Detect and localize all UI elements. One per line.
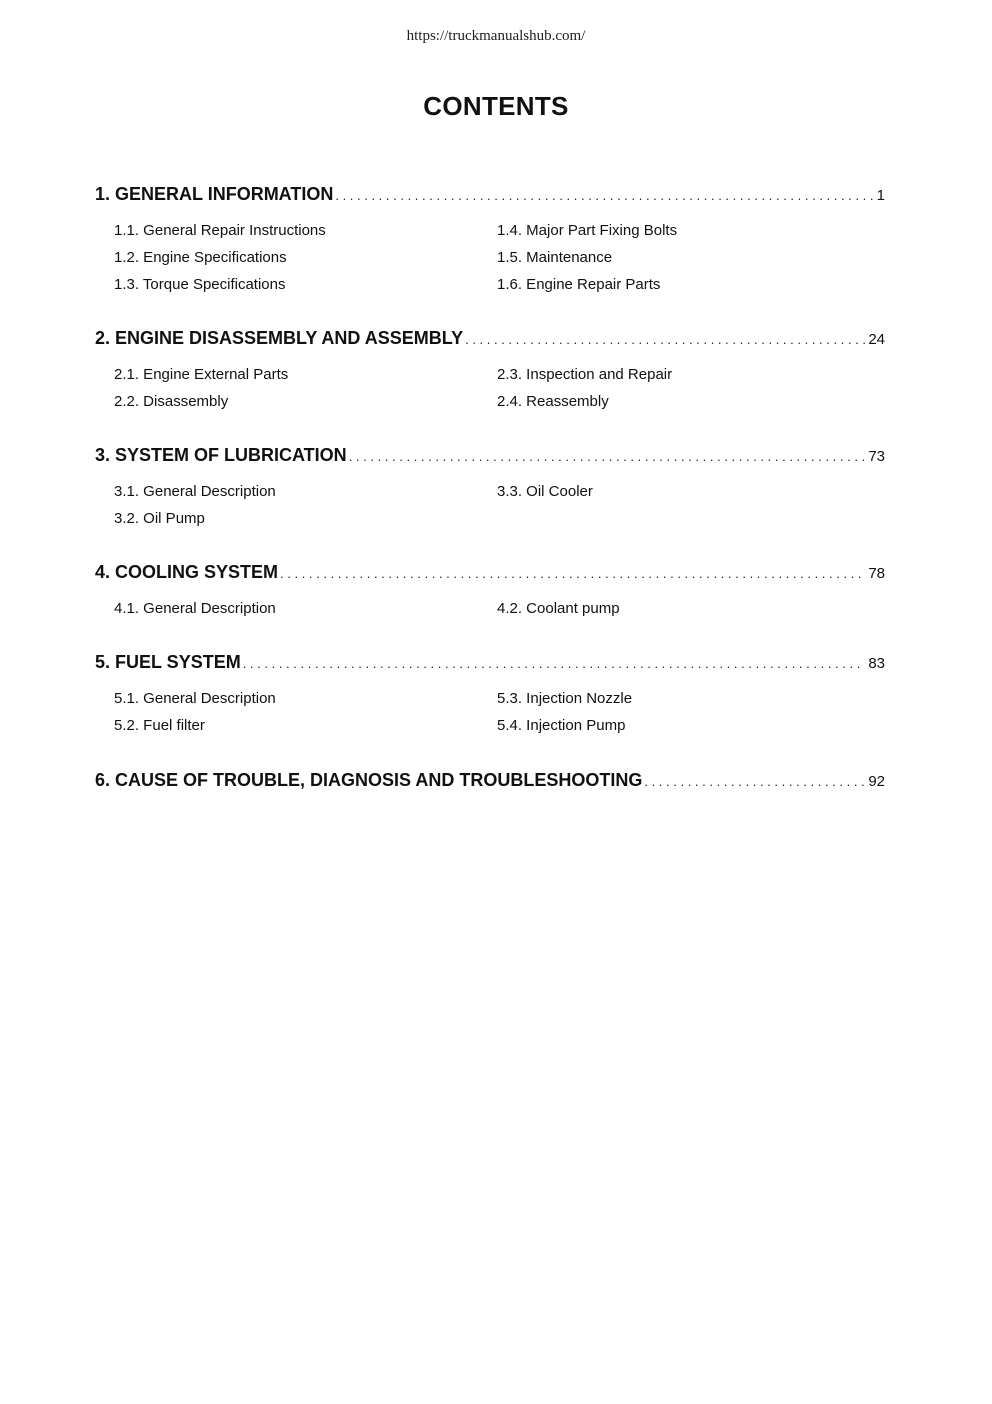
toc-subitem[interactable]: 2.3. Inspection and Repair xyxy=(497,366,673,383)
toc-page-number: 78 xyxy=(868,565,885,582)
leader-dots xyxy=(465,332,865,347)
toc-section-6 xyxy=(95,770,885,794)
toc-subsection-list xyxy=(114,598,885,619)
toc-heading-text: 4. COOLING SYSTEM xyxy=(95,562,279,582)
leader-dots xyxy=(280,566,865,581)
toc-heading[interactable] xyxy=(95,770,885,794)
toc-subitem[interactable]: 5.1. General Description xyxy=(114,690,276,707)
toc-section-2 xyxy=(95,328,885,412)
toc-heading[interactable] xyxy=(95,445,885,469)
toc-subitem-empty xyxy=(497,508,857,529)
toc-subitem[interactable]: 1.5. Maintenance xyxy=(497,249,613,266)
leader-dots xyxy=(644,774,865,789)
toc-heading-text: 6. CAUSE OF TROUBLE, DIAGNOSIS AND TROUBLESHOOTING xyxy=(95,770,643,790)
toc-subitem[interactable]: 1.4. Major Part Fixing Bolts xyxy=(497,222,678,239)
toc-subitem[interactable]: 4.2. Coolant pump xyxy=(497,600,620,617)
toc-subitem[interactable]: 5.3. Injection Nozzle xyxy=(497,690,633,707)
toc-page-number: 92 xyxy=(868,773,885,790)
toc-heading[interactable] xyxy=(95,328,885,352)
toc-subitem[interactable]: 1.1. General Repair Instructions xyxy=(114,222,326,239)
page-title: CONTENTS xyxy=(423,91,569,121)
toc-subitem[interactable]: 1.2. Engine Specifications xyxy=(114,249,287,266)
toc-subitem[interactable]: 3.2. Oil Pump xyxy=(114,510,205,527)
toc-heading-text: 1. GENERAL INFORMATION xyxy=(95,184,334,204)
toc-heading[interactable] xyxy=(95,652,885,676)
toc-subsection-list xyxy=(114,481,885,529)
toc-subitem[interactable]: 2.2. Disassembly xyxy=(114,393,229,410)
toc-subitem[interactable]: 3.1. General Description xyxy=(114,483,276,500)
toc-heading-text: 3. SYSTEM OF LUBRICATION xyxy=(95,445,347,465)
toc-subsection-list xyxy=(114,364,885,412)
header-url[interactable]: https://truckmanualshub.com/ xyxy=(406,28,586,44)
toc-page-number: 24 xyxy=(868,331,885,348)
toc-subitem[interactable]: 2.4. Reassembly xyxy=(497,393,609,410)
toc-page-number: 73 xyxy=(868,448,885,465)
toc-section-1 xyxy=(95,184,885,295)
toc-subitem[interactable]: 3.3. Oil Cooler xyxy=(497,483,593,500)
toc-section-3 xyxy=(95,445,885,529)
toc-subitem[interactable]: 5.4. Injection Pump xyxy=(497,717,626,734)
toc-subitem[interactable]: 2.1. Engine External Parts xyxy=(114,366,289,383)
toc-subitem[interactable]: 1.6. Engine Repair Parts xyxy=(497,276,661,293)
toc-heading-text: 5. FUEL SYSTEM xyxy=(95,652,241,672)
toc-subsection-list xyxy=(114,220,885,295)
toc-page-number: 83 xyxy=(868,655,885,672)
toc-heading[interactable] xyxy=(95,562,885,586)
toc-section-4 xyxy=(95,562,885,619)
toc-subitem[interactable]: 5.2. Fuel filter xyxy=(114,717,205,734)
toc-subitem[interactable]: 4.1. General Description xyxy=(114,600,276,617)
toc-subitem[interactable]: 1.3. Torque Specifications xyxy=(114,276,286,293)
leader-dots xyxy=(335,188,873,203)
toc-subsection-list xyxy=(114,688,885,736)
toc-page-number: 1 xyxy=(876,187,885,204)
leader-dots xyxy=(243,656,866,671)
toc-section-5 xyxy=(95,652,885,736)
toc-heading[interactable] xyxy=(95,184,885,208)
toc-heading-text: 2. ENGINE DISASSEMBLY AND ASSEMBLY xyxy=(95,328,464,348)
leader-dots xyxy=(349,449,866,464)
